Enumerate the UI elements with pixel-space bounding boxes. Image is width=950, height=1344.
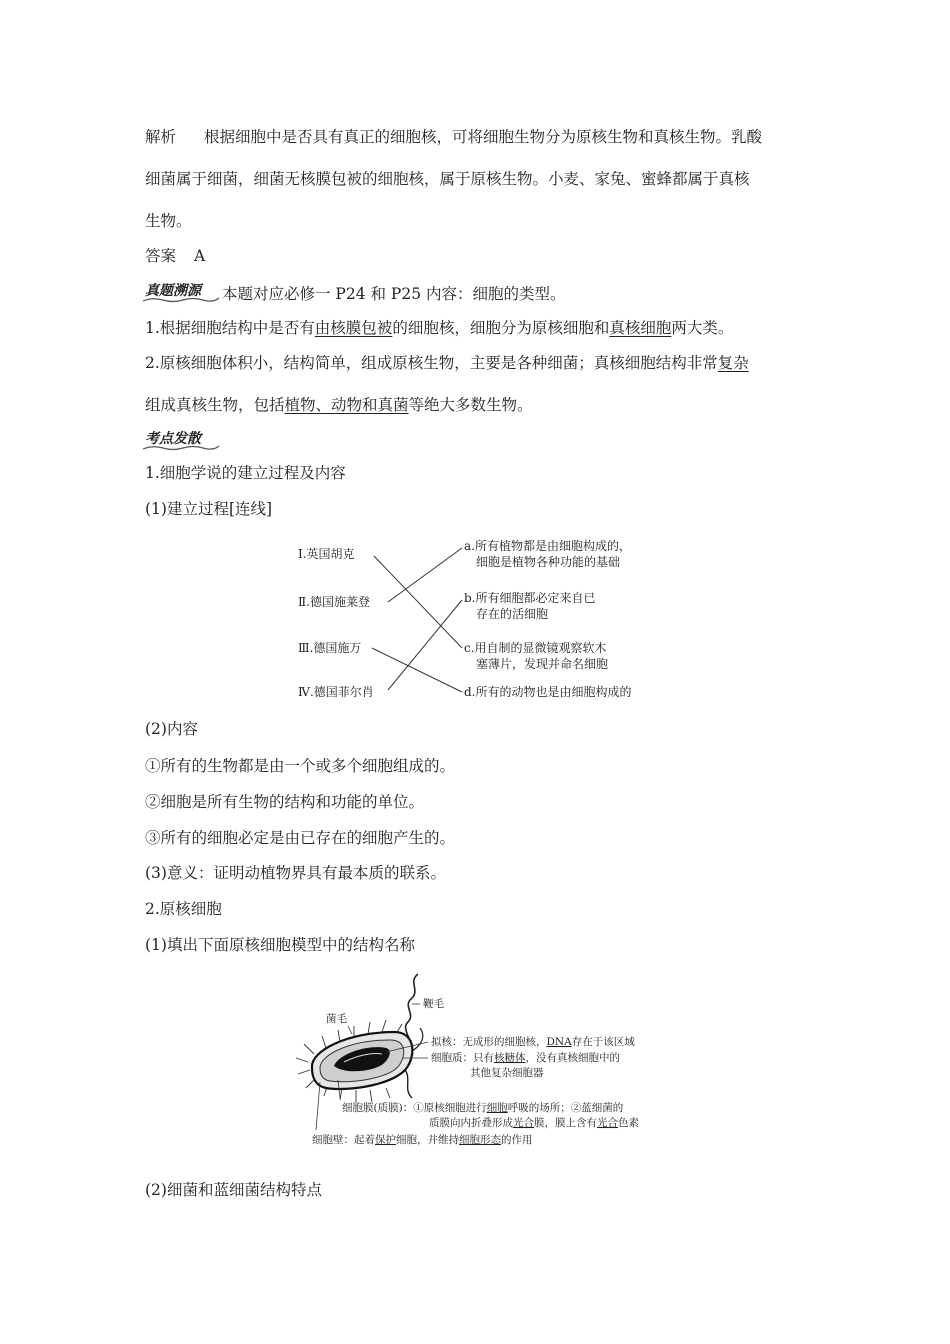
label-nucleoid: 拟核：无成形的细胞核，DNA存在于该区域: [431, 1036, 635, 1048]
analysis-line-1: 解析 根据细胞中是否具有真正的细胞核，可将细胞生物分为原核生物和真核生物。乳酸: [145, 128, 763, 146]
content-2: ②细胞是所有生物的结构和功能的单位。: [145, 793, 425, 811]
prokaryote-diagram: [290, 970, 670, 1155]
right-item-a-2: 细胞是植物各种功能的基础: [476, 555, 621, 569]
source-text: 本题对应必修一 P24 和 P25 内容：细胞的类型。: [222, 285, 566, 303]
heading-prokaryote: 2.原核细胞: [145, 900, 222, 918]
analysis-label: 解析: [145, 128, 177, 146]
source-point-2: 2.原核细胞体积小，结构简单，组成原核生物，主要是各种细菌；真核细胞结构非常复杂: [145, 354, 749, 372]
label-membrane: 细胞膜(质膜)：①原核细胞进行细胞呼吸的场所；②蓝细菌的: [342, 1102, 624, 1114]
left-item-3: Ⅲ.德国施万: [298, 641, 362, 655]
analysis-line-2: 细菌属于细菌，细菌无核膜包被的细胞核，属于原核生物。小麦、家兔、蜜蜂都属于真核: [145, 170, 750, 188]
content-1: ①所有的生物都是由一个或多个细胞组成的。: [145, 757, 456, 775]
source-tag-underline: [143, 296, 221, 304]
right-item-d-1: d.所有的动物也是由细胞构成的: [464, 685, 632, 699]
content-3: ③所有的细胞必定是由已存在的细胞产生的。: [145, 829, 456, 847]
subheading-process: (1)建立过程[连线]: [145, 500, 273, 518]
label-flagellum: 鞭毛: [423, 998, 444, 1010]
points-tag-underline: [143, 444, 221, 452]
matching-diagram: [290, 534, 670, 704]
left-item-2: Ⅱ.德国施莱登: [298, 595, 370, 609]
right-item-c-1: c.用自制的显微镜观察软木: [464, 641, 607, 655]
subheading-significance: (3)意义：证明动植物界具有最本质的联系。: [145, 864, 446, 882]
points-tag: 考点发散: [145, 431, 201, 447]
source-point-2-cont: 组成真核生物，包括植物、动物和真菌等绝大多数生物。: [145, 396, 533, 414]
source-tag: 真题溯源: [145, 283, 201, 299]
match-line-1-c: [374, 556, 462, 648]
match-line-2-a: [388, 548, 462, 602]
analysis-line-3: 生物。: [145, 212, 192, 230]
source-point-1: 1.根据细胞结构中是否有由核膜包被的细胞核，细胞分为原核细胞和真核细胞两大类。: [145, 319, 734, 337]
match-line-4-b: [388, 600, 462, 690]
subheading-bacteria-features: (2)细菌和蓝细菌结构特点: [145, 1181, 322, 1199]
right-item-c-2: 塞薄片，发现并命名细胞: [476, 657, 609, 671]
label-pili: 菌毛: [326, 1013, 347, 1025]
subheading-content: (2)内容: [145, 720, 198, 738]
answer-line: [145, 246, 205, 266]
label-cytoplasm: 细胞质：只有核糖体，没有真核细胞中的: [431, 1052, 620, 1064]
left-item-1: Ⅰ.英国胡克: [298, 547, 355, 561]
answer-label: 答案: [145, 247, 177, 265]
right-item-b-2: 存在的活细胞: [476, 607, 549, 621]
right-item-a-1: a.所有植物都是由细胞构成的，: [464, 539, 631, 553]
left-item-4: Ⅳ.德国菲尔肖: [298, 685, 374, 699]
matching-lines: [372, 548, 462, 692]
subheading-fill-structure: (1)填出下面原核细胞模型中的结构名称: [145, 936, 415, 954]
heading-cell-theory: 1.细胞学说的建立过程及内容: [145, 464, 346, 482]
label-cytoplasm-cont: 其他复杂细胞器: [470, 1067, 544, 1079]
label-membrane-cont: 质膜向内折叠形成光合膜，膜上含有光合色素: [429, 1117, 639, 1129]
label-cell-wall: 细胞壁：起着保护细胞，并维持细胞形态的作用: [312, 1134, 533, 1146]
answer-value: A: [194, 247, 206, 265]
right-item-b-1: b.所有细胞都必定来自已: [464, 591, 596, 605]
